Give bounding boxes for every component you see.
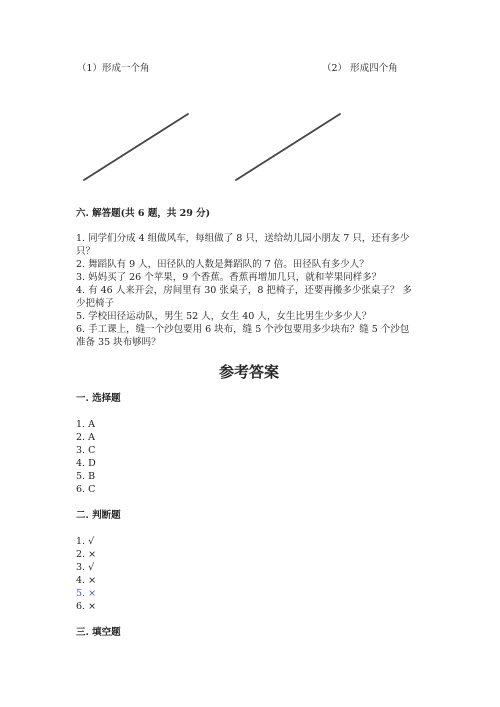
s2-item: 2. ×	[76, 549, 97, 560]
answer-title: 参考答案	[219, 363, 280, 381]
s6-line: 准备 35 块布够吗？	[76, 337, 161, 348]
s6-line: 6. 手工课上，缝一个沙包要用 6 块布，缝 5 个沙包要用多少块布？缝 5 个沙包	[76, 324, 410, 335]
line-right	[236, 114, 340, 180]
s6-line: 4. 有 46 人来开会，房间里有 30 张桌子，8 把椅子，还要再搬多少张桌子？ 多	[76, 285, 412, 296]
drawn-lines	[0, 0, 500, 200]
section2-heading: 二. 判断题	[76, 510, 121, 521]
s6-line: 只？	[76, 246, 96, 257]
s6-line: 少把椅子	[76, 298, 115, 309]
section1-heading: 一. 选择题	[76, 393, 121, 404]
s6-line: 3. 妈妈买了 26 个苹果，9 个香蕉。香蕉再增加几只，就和苹果同样多？	[76, 272, 382, 283]
section6-heading: 六. 解答题(共 6 题，共 29 分)	[76, 208, 211, 219]
task-label-left: （1）形成一个角	[77, 63, 150, 74]
s1-item: 2. A	[76, 432, 95, 443]
section3-heading: 三. 填空题	[76, 627, 121, 638]
s1-item: 4. D	[76, 458, 96, 469]
s1-item: 6. C	[76, 484, 96, 495]
s2-item: 4. ×	[76, 575, 97, 586]
s6-line: 1. 同学们分成 4 组做风车，每组做了 8 只，送给幼儿园小朋友 7 只，还有多少	[76, 233, 410, 244]
s1-item: 5. B	[76, 471, 96, 482]
s1-item: 3. C	[76, 445, 96, 456]
s1-item: 1. A	[76, 419, 95, 430]
s2-item: 6. ×	[76, 601, 97, 612]
s6-line: 2. 舞蹈队有 9 人，田径队的人数是舞蹈队的 7 倍。田径队有多少人？	[76, 259, 369, 270]
task-label-right: （2） 形成四个角	[322, 63, 398, 74]
s6-line: 5. 学校田径运动队，男生 52 人，女生 40 人，女生比男生少多少人？	[76, 311, 372, 322]
line-left	[84, 114, 188, 180]
s2-item: 5. ×	[76, 588, 97, 599]
s2-item: 1. √	[76, 536, 95, 547]
s2-item: 3. √	[76, 562, 95, 573]
